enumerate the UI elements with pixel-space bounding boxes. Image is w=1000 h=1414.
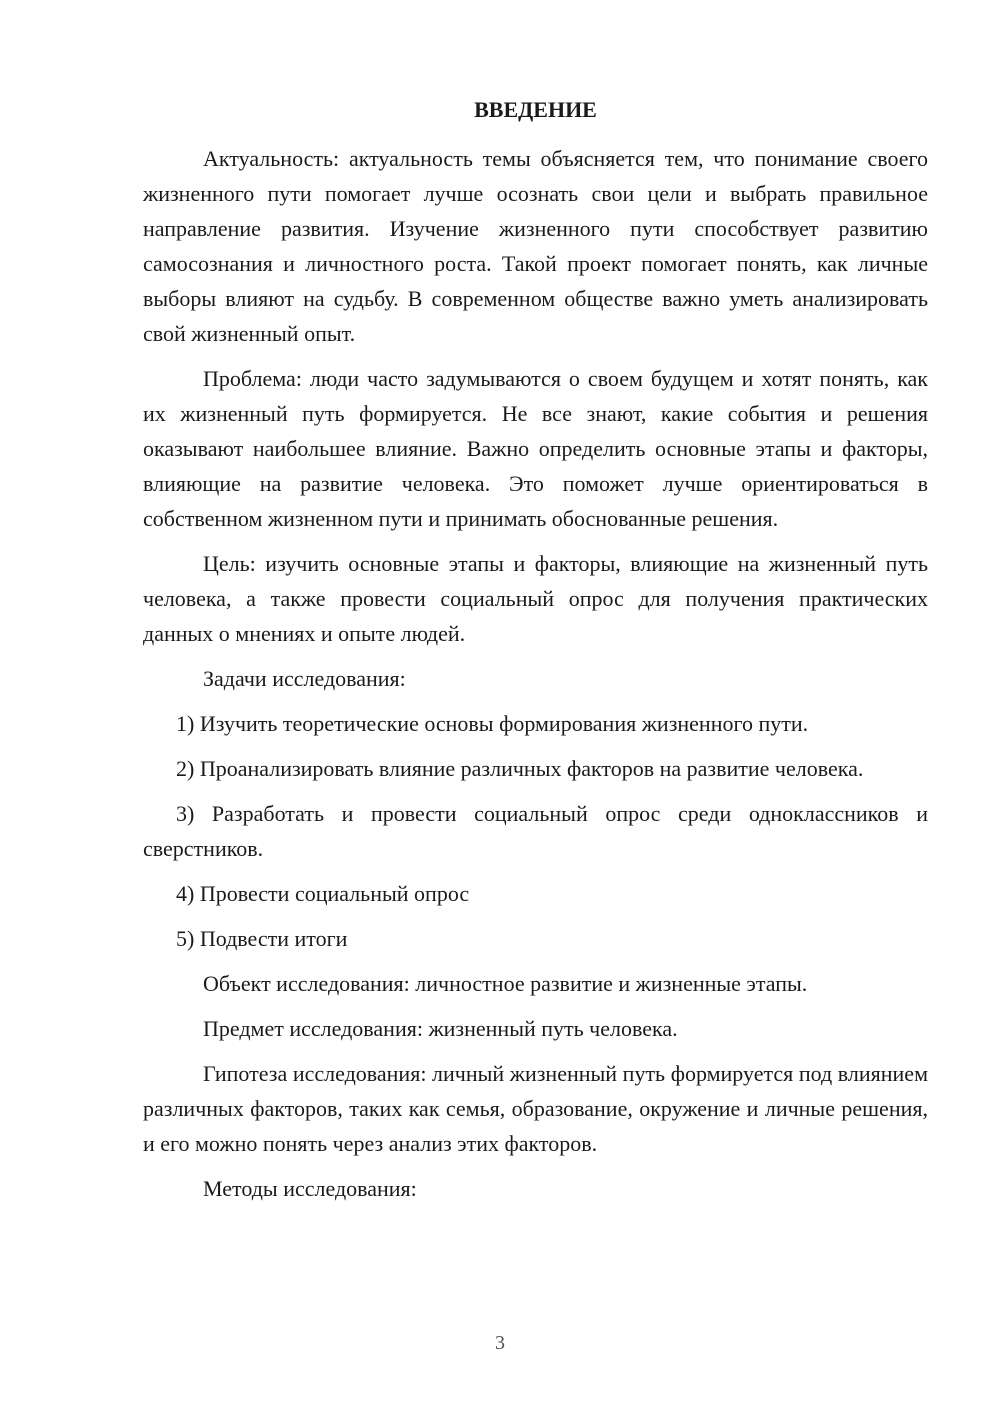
object-paragraph: Объект исследования: личностное развитие и жизненные этапы.: [203, 971, 808, 996]
task-item-3: 3) Разработать и провести социальный опрос среди одноклассников и сверстников.: [143, 801, 928, 861]
relevance-paragraph: Актуальность: актуальность темы объясняется тем, что понимание своего жизненного пути помогает лучше осознать свои цели и выбрать правильное направление развития. Изучение жизненного пути способствует развитию самосознания и личностного роста. Такой проект помогает понять, как личные выборы влияют на судьбу. В современном обществе важно уметь анализировать свой жизненный опыт.: [143, 146, 928, 346]
section-title: ВВЕДЕНИЕ: [474, 97, 597, 122]
goal-paragraph: Цель: изучить основные этапы и факторы, влияющие на жизненный путь человека, а также провести социальный опрос для получения практических данных о мнениях и опыте людей.: [143, 551, 928, 646]
problem-paragraph: Проблема: люди часто задумываются о своем будущем и хотят понять, как их жизненный путь формируется. Не все знают, какие события и решения оказывают наибольшее влияние. Важно определить основные этапы и факторы, влияющие на развитие человека. Это поможет лучше ориентироваться в собственном жизненном пути и принимать обоснованные решения.: [143, 366, 928, 531]
hypothesis-paragraph: Гипотеза исследования: личный жизненный путь формируется под влиянием различных факторов, таких как семья, образование, окружение и личные решения, и его можно понять через анализ этих факторов.: [143, 1061, 928, 1156]
task-item-5: 5) Подвести итоги: [176, 926, 348, 951]
subject-paragraph: Предмет исследования: жизненный путь человека.: [203, 1016, 678, 1041]
task-item-4: 4) Провести социальный опрос: [176, 881, 470, 906]
tasks-heading: Задачи исследования:: [203, 666, 406, 691]
methods-heading: Методы исследования:: [203, 1176, 417, 1201]
page-number: 3: [495, 1332, 505, 1354]
task-item-2: 2) Проанализировать влияние различных факторов на развитие человека.: [176, 756, 864, 781]
document-page: [143, 92, 928, 1216]
task-item-1: 1) Изучить теоретические основы формирования жизненного пути.: [176, 711, 809, 736]
